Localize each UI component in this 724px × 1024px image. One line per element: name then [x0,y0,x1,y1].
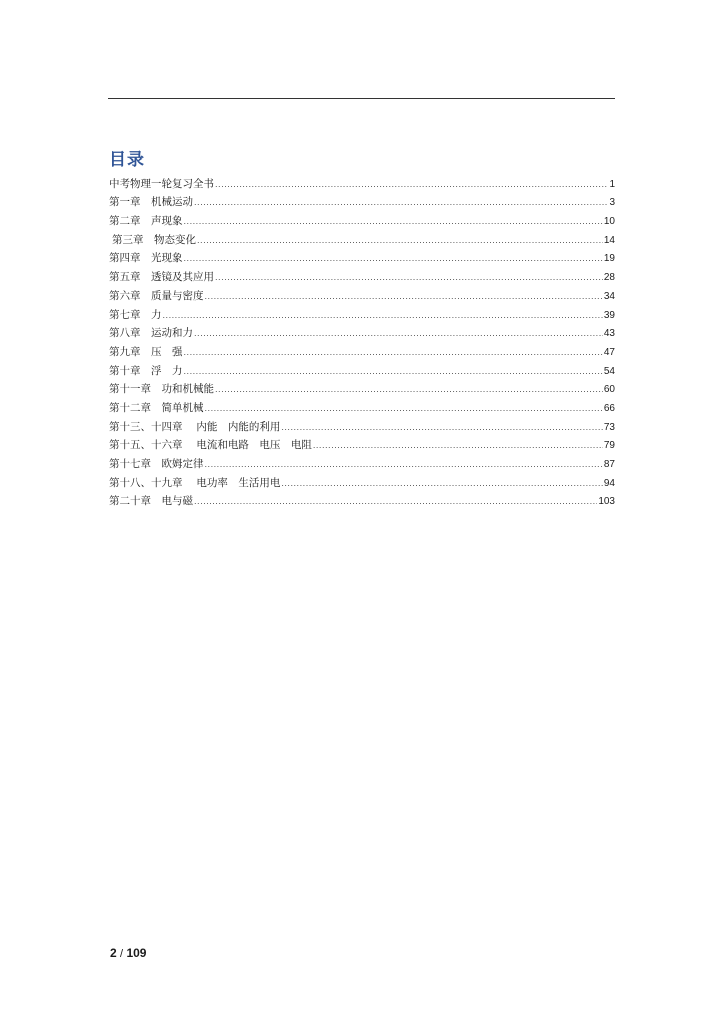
toc-dot-leader [205,290,603,303]
toc-dot-leader [184,252,603,265]
toc-entry[interactable] [109,396,615,415]
toc-entry[interactable] [109,415,615,434]
toc-entry-page: 28 [603,272,615,284]
toc-entry-page: 87 [603,459,615,470]
toc-entry-title: 第十三、十四章 内能 内能的利用 [109,420,281,433]
toc-dot-leader [184,215,603,228]
toc-entry-title: 第二十章 电与磁 [109,495,193,508]
toc-entry-page: 19 [603,253,615,265]
toc-entry[interactable] [109,209,615,228]
header-rule [108,98,615,99]
toc-entry-title: 第十八、十九章 电功率 生活用电 [109,476,281,489]
toc-title: 目录 [109,150,145,170]
toc-entry-page: 73 [603,421,615,433]
toc-entry-page: 79 [603,440,615,452]
toc-entry[interactable] [109,303,615,322]
toc-entry-page: 94 [603,477,615,489]
toc-dot-leader [205,458,603,471]
total-pages: 109 [126,946,147,960]
toc-dot-leader [163,309,603,322]
toc-entry-title: 第十一章 功和机械能 [109,383,214,396]
toc-entry[interactable] [109,247,615,266]
toc-entry[interactable] [109,340,615,359]
toc-entry-page: 47 [603,346,615,358]
toc-entry-page: 103 [598,496,615,508]
toc-entry[interactable] [109,322,615,341]
toc-entry-page: 14 [603,234,615,246]
toc-entry-page: 34 [603,290,615,302]
toc-entry-page: 60 [603,384,615,396]
toc-dot-leader [194,196,608,209]
toc-entry-title: 第二章 声现象 [109,215,183,228]
toc-dot-leader [313,439,603,452]
toc-list [109,172,615,508]
current-page-number: 2 [110,946,117,960]
toc-dot-leader [184,365,603,378]
toc-entry[interactable] [109,228,615,247]
toc-entry-title: 第十七章 欧姆定律 [109,458,204,470]
page-separator: / [120,948,124,960]
toc-entry-title: 第十章 浮 力 [109,364,183,377]
toc-entry[interactable] [109,378,615,397]
toc-entry-title: 第四章 光现象 [109,252,183,265]
toc-entry-title: 第三章 物态变化 [112,233,196,246]
toc-entry[interactable] [109,434,615,453]
toc-entry-title: 中考物理一轮复习全书 [109,177,214,190]
toc-entry-title: 第一章 机械运动 [109,196,193,209]
toc-dot-leader [281,477,603,490]
toc-entry[interactable] [109,452,615,471]
toc-dot-leader [205,402,603,415]
toc-dot-leader [197,234,603,247]
toc-entry-page: 3 [609,197,615,209]
toc-entry-title: 第九章 压 强 [109,345,183,358]
toc-dot-leader [184,346,603,359]
toc-entry[interactable] [109,359,615,378]
toc-dot-leader [194,495,597,508]
page-number [110,946,146,960]
toc-entry-page: 10 [603,216,615,228]
toc-dot-leader [215,271,603,284]
toc-entry-page: 39 [603,309,615,321]
toc-entry-title: 第八章 运动和力 [109,327,193,340]
toc-entry[interactable] [109,172,615,191]
toc-dot-leader [215,383,603,396]
toc-entry-title: 第五章 透镜及其应用 [109,271,214,284]
toc-entry-title: 第七章 力 [109,308,162,321]
toc-entry-title: 第十二章 简单机械 [109,401,204,414]
toc-dot-leader [194,327,603,340]
toc-entry-page: 54 [603,365,615,377]
toc-dot-leader [281,421,603,434]
toc-entry[interactable] [109,191,615,210]
toc-entry-page: 1 [609,178,615,190]
toc-entry-title: 第十五、十六章 电流和电路 电压 电阻 [109,439,312,452]
toc-entry-page: 43 [603,328,615,340]
toc-entry-title: 第六章 质量与密度 [109,289,204,302]
toc-entry[interactable] [109,265,615,284]
toc-entry[interactable] [109,284,615,303]
toc-entry[interactable] [109,490,615,509]
toc-entry-page: 66 [603,402,615,414]
toc-dot-leader [215,178,608,191]
toc-entry[interactable] [109,471,615,490]
